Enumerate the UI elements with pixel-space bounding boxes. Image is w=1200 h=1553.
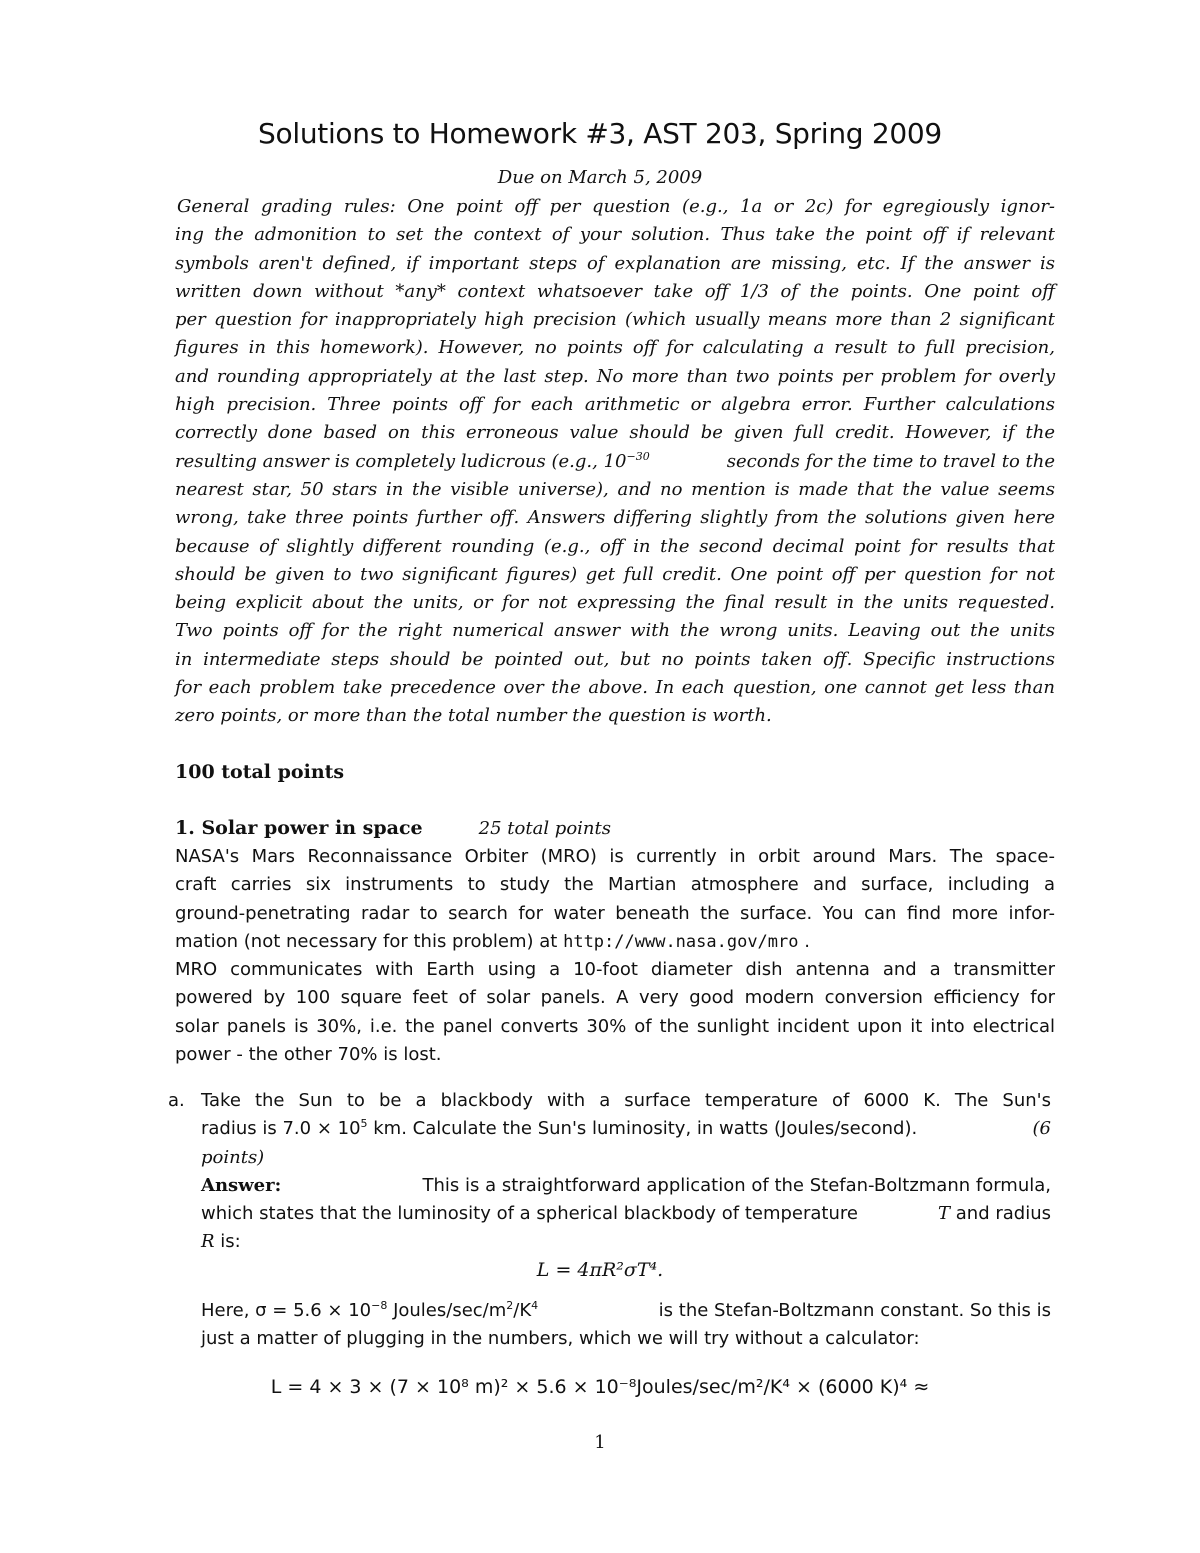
equation-plugged: L = 4 × 3 × (7 × 10⁸ m)² × 5.6 × 10⁻⁸Joules/sec/m²/K⁴ × (6000 K)⁴ ≈ bbox=[270, 1376, 930, 1398]
rules-line: Two points off for the right numerical answer with the wrong units. Leaving out the units bbox=[175, 620, 1055, 642]
rules-line: and rounding appropriately at the last step. No more than two points per problem for overly bbox=[175, 365, 1055, 387]
answer-text: /K bbox=[513, 1300, 532, 1321]
body-line: NASA's Mars Reconnaissance Orbiter (MRO) is currently in orbit around Mars. The space- bbox=[175, 846, 1055, 867]
rules-line: for each problem take precedence over the above. In each question, one cannot get less than bbox=[175, 677, 1055, 699]
due-date: Due on March 5, 2009 bbox=[497, 167, 703, 188]
rules-line: correctly done based on this erroneous value should be given full credit. However, if the bbox=[175, 422, 1055, 444]
exponent: −30 bbox=[626, 449, 650, 463]
body-line: powered by 100 square feet of solar panels. A very good modern conversion efficiency for bbox=[175, 987, 1055, 1009]
rules-line-tail: seconds for the time to travel to the bbox=[726, 450, 1055, 472]
body-line: ground-penetrating radar to search for water beneath the surface. You can find more infor- bbox=[175, 902, 1055, 924]
rules-line: because of slightly different rounding (e.g., off in the second decimal point for results that bbox=[175, 535, 1055, 557]
answer-line bbox=[201, 1228, 1051, 1256]
rules-line: wrong, take three points further off. Answers differing slightly from the solutions given here bbox=[175, 507, 1055, 529]
answer-label: Answer: bbox=[201, 1174, 282, 1196]
body-line: craft carries six instruments to study the Martian atmosphere and surface, including a bbox=[175, 874, 1055, 896]
constant-text bbox=[201, 1297, 1051, 1354]
answer-line: just a matter of plugging in the numbers, which we will try without a calculator: bbox=[201, 1328, 920, 1350]
question-points: (6 bbox=[1032, 1118, 1051, 1140]
answer-text: Here, σ = 5.6 × 10 bbox=[201, 1300, 372, 1321]
exponent: −8 bbox=[371, 1299, 388, 1312]
rules-line: nearest star, 50 stars in the visible universe), and no mention is made that the value seems bbox=[175, 478, 1055, 500]
mro-link[interactable]: http://www.nasa.gov/mro bbox=[563, 931, 799, 952]
problem-heading bbox=[175, 813, 611, 844]
answer-line bbox=[201, 1200, 1051, 1228]
question-line bbox=[201, 1115, 1051, 1143]
body-text: mation (not necessary for this problem) at bbox=[175, 930, 558, 952]
question-line: Take the Sun to be a blackbody with a surface temperature of 6000 K. The Sun's bbox=[201, 1090, 1051, 1111]
rules-line: General grading rules: One point off per question (e.g., 1a or 2c) for egregiously ignor- bbox=[177, 196, 1055, 217]
problem-intro bbox=[175, 843, 1055, 956]
rules-line: should be given to two significant figures) get full credit. One point off per question for not bbox=[175, 563, 1055, 585]
exponent: 4 bbox=[531, 1299, 539, 1312]
answer-text: and radius bbox=[955, 1203, 1051, 1225]
rules-line: being explicit about the units, or for not expressing the final result in the units requested. bbox=[175, 592, 1055, 614]
symbol: T bbox=[938, 1203, 951, 1225]
rules-line: figures in this homework). However, no points off for calculating a result to full precision, bbox=[175, 337, 1055, 359]
symbol: R bbox=[201, 1231, 215, 1253]
exponent: 2 bbox=[506, 1299, 514, 1312]
body-text: . bbox=[804, 930, 810, 952]
rules-line-text: resulting answer is completely ludicrous (e.g., 10 bbox=[175, 450, 627, 472]
part-a-label: a. bbox=[168, 1090, 185, 1111]
rules-line: in intermediate steps should be pointed out, but no points taken off. Specific instructions bbox=[175, 648, 1055, 670]
question-text: km. Calculate the Sun's luminosity, in watts (Joules/second). bbox=[367, 1118, 918, 1140]
part-a-body bbox=[201, 1087, 1051, 1257]
document-title: Solutions to Homework #3, AST 203, Spring 2009 bbox=[258, 117, 942, 150]
problem-title: 1. Solar power in space bbox=[175, 817, 423, 839]
answer-text: This is a straightforward application of the Stefan-Boltzmann formula, bbox=[422, 1174, 1051, 1196]
rules-line: ing the admonition to set the context of your solution. Thus take the point off if relevant bbox=[175, 224, 1055, 246]
page-number: 1 bbox=[594, 1432, 606, 1453]
grading-rules bbox=[175, 193, 1055, 731]
equation-luminosity: L = 4πR²σT⁴. bbox=[536, 1259, 664, 1281]
rules-line: symbols aren't defined, if important steps of explanation are missing, etc. If the answer is bbox=[175, 252, 1055, 274]
question-points: points) bbox=[201, 1146, 265, 1168]
rules-line: written down without *any* context whatsoever take off 1/3 of the points. One point off bbox=[175, 280, 1055, 302]
answer-text: is: bbox=[220, 1231, 241, 1253]
question-text: radius is 7.0 × 10 bbox=[201, 1118, 361, 1140]
body-line: solar panels is 30%, i.e. the panel converts 30% of the sunlight incident upon it into electrical bbox=[175, 1015, 1055, 1037]
answer-text: Joules/sec/m bbox=[387, 1300, 507, 1321]
body-line: power - the other 70% is lost. bbox=[175, 1043, 442, 1065]
body-line: MRO communicates with Earth using a 10-foot diameter dish antenna and a transmitter bbox=[175, 959, 1055, 980]
rules-line bbox=[175, 448, 1055, 476]
problem-points: 25 total points bbox=[478, 818, 611, 839]
answer-text: is the Stefan-Boltzmann constant. So this is bbox=[658, 1300, 1051, 1321]
body-line bbox=[175, 928, 1055, 956]
rules-line: per question for inappropriately high precision (which usually means more than 2 significant bbox=[175, 309, 1055, 331]
total-points: 100 total points bbox=[175, 761, 345, 783]
answer-line bbox=[201, 1297, 1051, 1325]
problem-para2 bbox=[175, 956, 1055, 1069]
answer-text: which states that the luminosity of a spherical blackbody of temperature bbox=[201, 1203, 858, 1225]
rules-line: zero points, or more than the total number the question is worth. bbox=[175, 705, 772, 727]
rules-line: high precision. Three points off for each arithmetic or algebra error. Further calculations bbox=[175, 394, 1055, 416]
answer-line bbox=[201, 1172, 1051, 1200]
exponent: 5 bbox=[360, 1117, 368, 1131]
